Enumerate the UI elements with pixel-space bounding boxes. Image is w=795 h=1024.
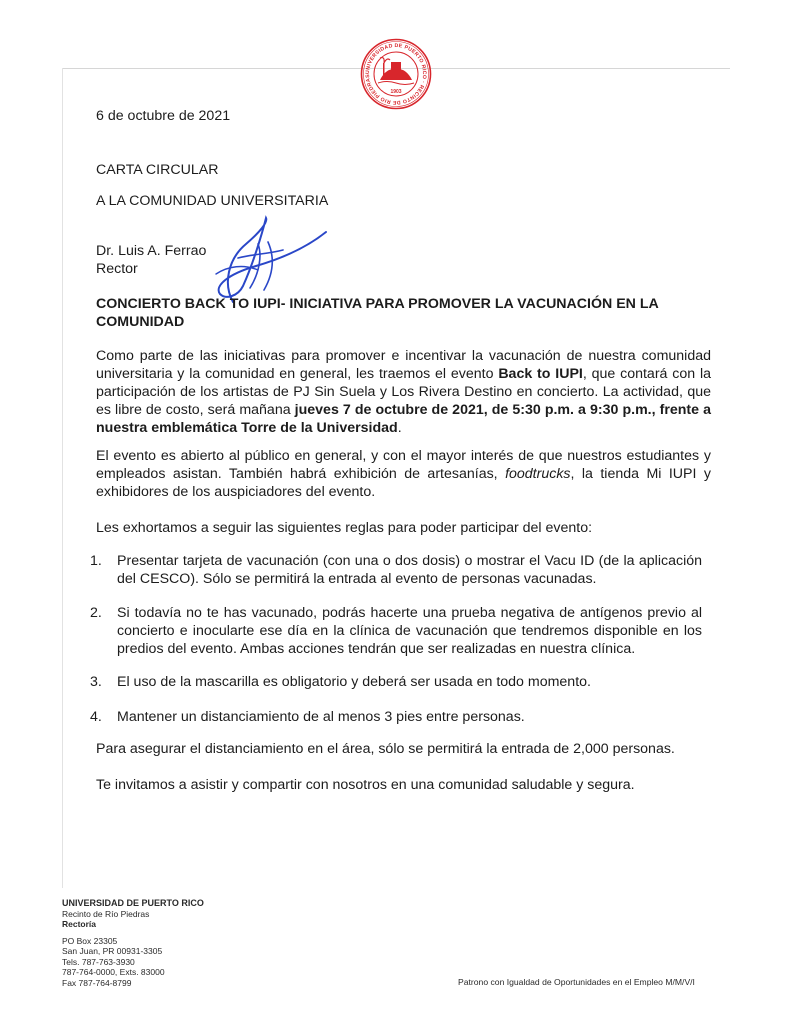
footer-fax: Fax 787-764-8799 xyxy=(62,977,132,988)
university-seal-logo xyxy=(360,38,432,110)
paragraph-intro xyxy=(96,347,711,437)
rule-number: 3. xyxy=(90,674,102,690)
paragraph-audience xyxy=(96,447,711,501)
paragraph-intro-end: . xyxy=(397,420,402,436)
rector-signature xyxy=(198,214,333,306)
subject-heading-line2: COMUNIDAD xyxy=(96,314,185,330)
margin-rule xyxy=(62,68,63,888)
footer-university: UNIVERSIDAD DE PUERTO RICO xyxy=(62,898,204,908)
event-date-place: jueves 7 de octubre de 2021, de 5:30 p.m. a 9:30 p.m., frente a nuestra emblemática Torre de la Universidad xyxy=(96,402,711,436)
foodtrucks-word: foodtrucks xyxy=(505,466,571,482)
footer-campus: Recinto de Río Piedras xyxy=(62,908,150,919)
paragraph-intro-text-a: Como parte de las iniciativas para promover e incentivar la vacunación de nuestra comunidad universitaria y la comunidad en general, les traemos el evento xyxy=(96,348,711,382)
footer-address-block xyxy=(62,898,204,988)
footer-eeo-statement: Patrono con Igualdad de Oportunidades en el Empleo M/M/V/I xyxy=(458,977,695,987)
document-type: CARTA CIRCULAR xyxy=(96,162,219,178)
rule-number: 4. xyxy=(90,709,102,725)
seal-year: 1903 xyxy=(390,89,402,95)
rule-text: Presentar tarjeta de vacunación (con una o dos dosis) o mostrar el Vacu ID (de la aplicación del CESCO). Sólo se permitirá la entrada al evento de personas vacunadas. xyxy=(117,553,702,587)
closing-invitation: Te invitamos a asistir y compartir con nosotros en una comunidad saludable y segura. xyxy=(96,777,635,793)
sender-title: Rector xyxy=(96,261,138,277)
rule-text: Mantener un distanciamiento de al menos 3 pies entre personas. xyxy=(117,709,525,725)
seal-ring-text: UNIVERSIDAD DE PUERTO RICO · RECINTO DE RIO PIEDRAS xyxy=(364,42,428,106)
rule-number: 2. xyxy=(90,605,102,621)
event-name: Back to IUPI xyxy=(498,366,583,382)
footer-office: Rectoría xyxy=(62,919,97,929)
letter-date: 6 de octubre de 2021 xyxy=(96,108,231,124)
capacity-note: Para asegurar el distanciamiento en el área, sólo se permitirá la entrada de 2,000 personas. xyxy=(96,741,675,757)
sender-name: Dr. Luis A. Ferrao xyxy=(96,243,207,259)
footer-phone-ext: 787-764-0000, Exts. 83000 xyxy=(62,967,165,977)
subject-heading-line1: CONCIERTO BACK TO IUPI- INICIATIVA PARA PROMOVER LA VACUNACIÓN EN LA xyxy=(96,296,659,312)
footer-phone: Tels. 787-763-3930 xyxy=(62,956,135,967)
rule-number: 1. xyxy=(90,553,102,569)
paragraph-audience-text-a: El evento es abierto al público en general, y con el mayor interés de que nuestros estudiantes y empleados asistan. También habrá exhibición de artesanías, xyxy=(96,448,711,482)
paragraph-intro-text-b: , que contará con la participación de los artistas de PJ Sin Suela y Los Rivera Destino en concierto. La actividad, que es libre de costo, será mañana xyxy=(96,366,711,418)
footer-city: San Juan, PR 00931-3305 xyxy=(62,946,163,956)
recipient-line: A LA COMUNIDAD UNIVERSITARIA xyxy=(96,193,329,209)
rules-intro: Les exhortamos a seguir las siguientes reglas para poder participar del evento: xyxy=(96,520,593,536)
rule-text: El uso de la mascarilla es obligatorio y deberá ser usada en todo momento. xyxy=(117,674,591,690)
rule-text: Si todavía no te has vacunado, podrás hacerte una prueba negativa de antígenos previo al concierto e inocularte ese día en la clínica de vacunación que tendremos disponible en los predios del evento. Ambas acciones tendrán que ser realizadas en nuestra clínica. xyxy=(117,605,702,657)
paragraph-audience-text-b: , la tienda Mi IUPI y exhibidores de los auspiciadores del evento. xyxy=(96,466,711,500)
footer-po-box: PO Box 23305 xyxy=(62,935,118,946)
subject-heading xyxy=(96,295,711,331)
